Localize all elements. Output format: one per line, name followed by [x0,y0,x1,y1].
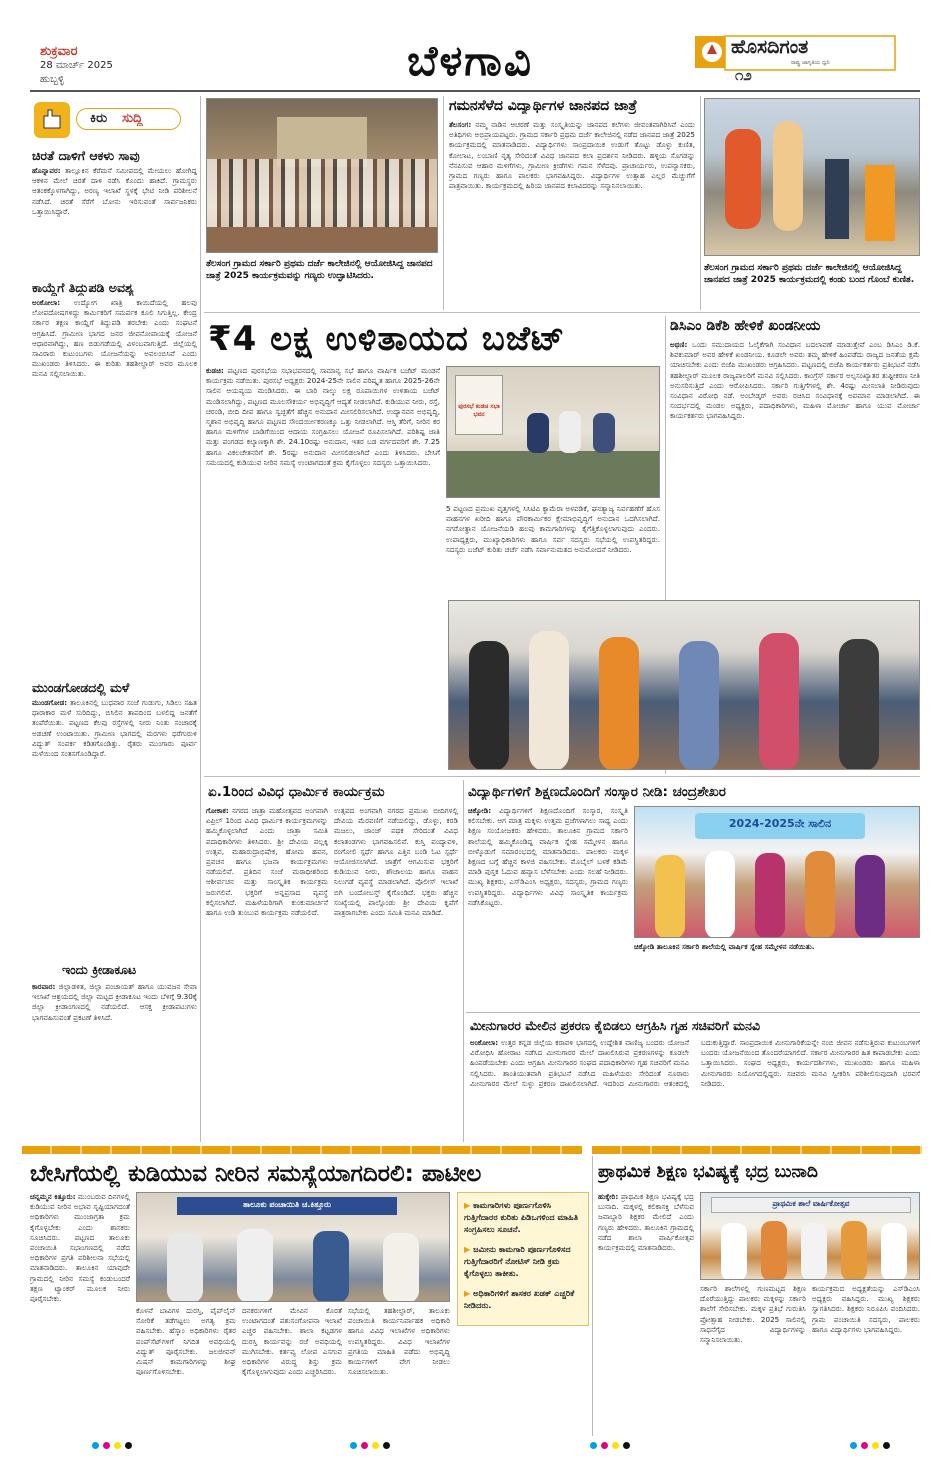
registration-dot [383,1442,390,1449]
protest-photo [448,600,920,770]
logo-tagline: ರಾಷ್ಟ್ರ ಜಾಗೃತಿಯ ಧ್ವನಿ [791,60,830,66]
section-band [592,1146,922,1154]
school-banner-text: 2024-2025ನೇ ಸಾಲಿನ [728,817,832,830]
brief-headline: ಕಾಯ್ದೆಗೆ ತಿದ್ದುಪಡಿ ಅವಶ್ಯ [32,280,134,295]
page-section-title: ಬೆಳಗಾವಿ [407,36,533,85]
story-body: ಹುಕ್ಕೇರಿ: ಪ್ರಾಥಮಿಕ ಶಿಕ್ಷಣ ಭವಿಷ್ಯಕ್ಕೆ ಭದ್ರ ಬುನಾದಿ. ಮಕ್ಕಳಲ್ಲಿ ಕಲಿಕಾಸಕ್ತಿ ಬೆಳೆಸುವ ಜವಾಬ್ದಾರಿ ಶಿಕ್ಷಕರ ಮೇಲಿದೆ ಎಂದು ಗಣ್ಯರು ಹೇಳಿದರು. ತಾಲೂಕಿನ ಗ್ರಾಮದಲ್ಲಿ ನಡೆದ ಶಾಲಾ ವಾರ್ಷಿಕೋತ್ಸವ ಕಾರ್ಯಕ್ರಮದಲ್ಲಿ ಮಾತನಾಡಿದರು. [598,1192,694,1253]
brief-headline: ಮುಂಡಗೋಡದಲ್ಲಿ ಮಳೆ [32,680,130,695]
story-body: ಗೋಕಾಕ: ನಗರದ ಜಾತ್ರಾ ಮಹೋತ್ಸವದ ಅಂಗವಾಗಿ ಏಪ್ರಿಲ್ 1ರಿಂದ ವಿವಿಧ ಧಾರ್ಮಿಕ ಕಾರ್ಯಕ್ರಮಗಳನ್ನು ಹಮ್ಮಿಕೊಳ್ಳಲಾಗಿದೆ ಎಂದು ಜಾತ್ರಾ ಸಮಿತಿ ಪದಾಧಿಕಾರಿಗಳು ತಿಳಿಸಿದರು. ಶ್ರೀ ದೇವಿಯ ಪಲ್ಲಕ್ಕಿ ಉತ್ಸವ, ಮಹಾರುದ್ರಾಭಿಷೇಕ, ಹೋಮ ಹವನ, ಪ್ರವಚನ ಹಾಗೂ ಭಜನಾ ಕಾರ್ಯಕ್ರಮಗಳು ನಡೆಯಲಿವೆ. ಪ್ರತಿದಿನ ಸಂಜೆ ಮಠಾಧೀಶರಿಂದ ಆಶೀರ್ವಚನ ಮತ್ತು ಸಾಂಸ್ಕೃತಿಕ ಕಾರ್ಯಕ್ರಮ ಜರುಗಲಿವೆ. ಭಕ್ತರಿಗೆ ಅನ್ನಪ್ರಸಾದ ವ್ಯವಸ್ಥೆ ಕಲ್ಪಿಸಲಾಗಿದೆ. ಮಹಿಳೆಯರಿಗಾಗಿ ಕುಂಕುಮಾರ್ಚನೆ ಹಾಗೂ ಉಡಿ ತುಂಬುವ ಕಾರ್ಯಕ್ರಮ ನಡೆಯಲಿದೆ. [206,806,328,918]
story-headline: ಡಿಸಿಎಂ ಡಿಕೆಶಿ ಹೇಳಿಕೆ ಖಂಡನೀಯ [670,318,821,334]
story-body: ತೆಲಸಂಗ: ನಮ್ಮ ನಾಡಿನ ಆಚರಣೆ ಮತ್ತು ಸಂಸ್ಕೃತಿಯನ್ನು ಜಾನಪದ ಕಲೆಗಳು ಜೀವಂತವಾಗಿರಿಸಿವೆ ಎಂದು ಅತಿಥಿಗಳು ಅಭಿಪ್ರಾಯಪಟ್ಟರು. ಗ್ರಾಮದ ಸರ್ಕಾರಿ ಪ್ರಥಮ ದರ್ಜೆ ಕಾಲೇಜಿನಲ್ಲಿ ನಡೆದ ಜಾನಪದ ಜಾತ್ರೆ 2025 ಕಾರ್ಯಕ್ರಮದಲ್ಲಿ ಮಾತನಾಡಿದರು. ವಿದ್ಯಾರ್ಥಿಗಳು ಸಾಂಪ್ರದಾಯಿಕ ಉಡುಗೆ ತೊಟ್ಟು ಡೊಳ್ಳು ಕುಣಿತ, ಕೋಲಾಟ, ಲಂಬಾಣಿ ನೃತ್ಯ ಸೇರಿದಂತೆ ವಿವಿಧ ಜಾನಪದ ಕಲಾ ಪ್ರದರ್ಶನ ನೀಡಿದರು. ಹಳ್ಳಿಯ ಸೊಗಡನ್ನು ನೆನಪಿಸುವ ಆಹಾರ ಮಳಿಗೆಗಳು, ಗ್ರಾಮೀಣ ಕ್ರೀಡೆಗಳು ಗಮನ ಸೆಳೆದವು. ಪ್ರಾಚಾರ್ಯರು, ಉಪನ್ಯಾಸಕರು, ಗ್ರಾಮದ ಗಣ್ಯರು ಹಾಗೂ ಪಾಲಕರು ಭಾಗವಹಿಸಿದ್ದರು. ವಿದ್ಯಾರ್ಥಿಗಳ ಉತ್ಸಾಹ ಎಲ್ಲರ ಮೆಚ್ಚುಗೆಗೆ ಪಾತ್ರವಾಯಿತು. ಕಾರ್ಯಕ್ರಮದಲ್ಲಿ ಹಿರಿಯ ಜಾನಪದ ಕಲಾವಿದರನ್ನು ಸನ್ಮಾನಿಸಲಾಯಿತು. [449,120,695,191]
kirusuddhi-label-a: ಕಿರು [90,111,108,126]
photo-caption: ಚಿಕ್ಕೋಡಿ ತಾಲೂಕಿನ ಸರ್ಕಾರಿ ಶಾಲೆಯಲ್ಲಿ ವಾರ್ಷಿಕ ಸ್ನೇಹ ಸಮ್ಮೇಳನ ನಡೆಯಿತು. [634,942,815,951]
header-day: ಶುಕ್ರವಾರ [40,44,78,59]
story-body: ಚಿಕ್ಕೋಡಿ: ವಿದ್ಯಾರ್ಥಿಗಳಿಗೆ ಶಿಕ್ಷಣದೊಂದಿಗೆ ಸಂಸ್ಕಾರ, ಸಂಸ್ಕೃತಿ ಕಲಿಸಬೇಕು. ಆಗ ಮಾತ್ರ ಮಕ್ಕಳು ಉತ್ತಮ ಪ್ರಜೆಗಳಾಗಲು ಸಾಧ್ಯ ಎಂದು ಶಿಕ್ಷಣ ಸಂಯೋಜಕರು ಹೇಳಿದರು. ತಾಲೂಕಿನ ಗ್ರಾಮದ ಸರ್ಕಾರಿ ಶಾಲೆಯಲ್ಲಿ ಹಮ್ಮಿಕೊಂಡಿದ್ದ ವಾರ್ಷಿಕ ಸ್ನೇಹ ಸಮ್ಮೇಳನ ಹಾಗೂ ಬೀಳ್ಕೊಡುಗೆ ಸಮಾರಂಭದಲ್ಲಿ ಮಾತನಾಡಿದರು. ಪಾಲಕರು ಮಕ್ಕಳ ಶಿಕ್ಷಣದ ಬಗ್ಗೆ ಹೆಚ್ಚಿನ ಕಾಳಜಿ ವಹಿಸಬೇಕು. ಮೊಬೈಲ್ ಬಳಕೆ ಕಡಿಮೆ ಮಾಡಿ ಪುಸ್ತಕ ಓದುವ ಹವ್ಯಾಸ ಬೆಳೆಸಬೇಕು ಎಂದು ಸಲಹೆ ನೀಡಿದರು. ಮುಖ್ಯ ಶಿಕ್ಷಕರು, ಎಸ್‌ಡಿಎಂಸಿ ಅಧ್ಯಕ್ಷರು, ಸದಸ್ಯರು, ಗ್ರಾಮದ ಗಣ್ಯರು ಉಪಸ್ಥಿತರಿದ್ದರು. ವಿದ್ಯಾರ್ಥಿಗಳು ವಿವಿಧ ಸಾಂಸ್ಕೃತಿಕ ಕಾರ್ಯಕ್ರಮ ನಡೆಸಿಕೊಟ್ಟರು. [468,806,628,907]
highlight-item: ▶ ಅಧಿಕಾರಿಗಳಿಗೆ ಶಾಸಕರ ಖಡಕ್ ಎಚ್ಚರಿಕೆ ನೀಡಿದರು. [464,1287,582,1311]
story-body: ಚನ್ನಮ್ಮನ ಕಿತ್ತೂರು: ಮುಂಬರುವ ದಿನಗಳಲ್ಲಿ ಕುಡಿಯುವ ನೀರಿನ ಅಭಾವ ಸೃಷ್ಟಿಯಾಗದಂತೆ ಅಧಿಕಾರಿಗಳು ಮುಂಜಾಗ್ರತಾ ಕ್ರಮ ಕೈಗೊಳ್ಳಬೇಕು ಎಂದು ಶಾಸಕರು ಸೂಚಿಸಿದರು. ಪಟ್ಟಣದ ತಾಲೂಕು ಪಂಚಾಯಿತಿ ಸಭಾಂಗಣದಲ್ಲಿ ನಡೆದ ಅಧಿಕಾರಿಗಳ ಪ್ರಗತಿ ಪರಿಶೀಲನಾ ಸಭೆಯಲ್ಲಿ ಮಾತನಾಡಿದರು. ತಾಲೂಕಿನ ಯಾವುದೇ ಗ್ರಾಮದಲ್ಲಿ ನೀರಿನ ಸಮಸ್ಯೆ ಕಂಡುಬಂದರೆ ತಕ್ಷಣ ಟ್ಯಾಂಕರ್ ಮೂಲಕ ನೀರು ಪೂರೈಸಬೇಕು. [30,1192,130,1304]
registration-dot [601,1442,608,1449]
story-headline: ಏ.1ರಿಂದ ವಿವಿಧ ಧಾರ್ಮಿಕ ಕಾರ್ಯಕ್ರಮ [208,784,385,800]
registration-dot [103,1442,110,1449]
story-body-cont: ದನಕರುಗಳಿಗೆ ಮೇವಿನ ಕೊರತೆ ಉಂಟಾಗದಂತೆ ಪಶುಸಂಗೋಪನಾ ಇಲಾಖೆ ಎಚ್ಚರ ವಹಿಸಬೇಕು. ಶಾಲಾ ಕಟ್ಟಡಗಳ ದುರಸ್ತಿ ಕಾರ್ಯವನ್ನು ರಜೆ ಅವಧಿಯಲ್ಲಿ ಮುಗಿಸಬೇಕು. ಕರ್ತವ್ಯ ಲೋಪ ಎಸಗುವ ಅಧಿಕಾರಿಗಳ ವಿರುದ್ಧ ಶಿಸ್ತು ಕ್ರಮ ಕೈಗೊಳ್ಳಲಾಗುವುದು ಎಂದು ಎಚ್ಚರಿಸಿದರು. [242,1306,342,1377]
header-city: ಹುಬ್ಬಳ್ಳಿ [40,74,65,85]
story-headline: ಮೀನುಗಾರರ ಮೇಲಿನ ಪ್ರಕರಣ ಕೈಬಿಡಲು ಆಗ್ರಹಿಸಿ ಗೃಹ ಸಚಿವರಿಗೆ ಮನವಿ [470,1018,761,1033]
registration-dot [361,1442,368,1449]
story-body-cont: ಕಾರ್ಯಕ್ರಮದ ಅಧ್ಯಕ್ಷತೆಯನ್ನು ಎಸ್‌ಡಿಎಂಸಿ ಅಧ್ಯಕ್ಷರು ವಹಿಸಿದ್ದರು. ಮುಖ್ಯ ಶಿಕ್ಷಕರು ಸ್ವಾಗತಿಸಿದರು. ಶಿಕ್ಷಕರು ನಿರೂಪಿಸಿ ವಂದಿಸಿದರು. ಗ್ರಾಮ ಪಂಚಾಯಿತಿ ಸದಸ್ಯರು, ಪಾಲಕರು ಹಾಗೂ ವಿದ್ಯಾರ್ಥಿಗಳು ಭಾಗವಹಿಸಿದ್ದರು. [812,1284,920,1334]
event-photo-stage [206,98,438,253]
registration-dot [612,1442,619,1449]
registration-marks [590,1442,630,1449]
highlights-box [457,1192,589,1326]
kirusuddhi-banner [32,98,187,142]
registration-dot [590,1442,597,1449]
header-date: 28 ಮಾರ್ಚ್ 2025 [40,60,113,71]
council-sign-text: ಪುರಸಭೆ ಕುಡಚಿ ಸಭಾ ಭವನ [458,403,500,418]
story-body-cont: 5 ಪಟ್ಟಣದ ಪ್ರಮುಖ ವೃತ್ತಗಳಲ್ಲಿ ಸಿಸಿಟಿವಿ ಕ್ಯಾಮೆರಾ ಅಳವಡಿಕೆ, ಘನತ್ಯಾಜ್ಯ ನಿರ್ವಹಣೆಗೆ ಹೊಸ ವಾಹನಗಳ ಖರೀದಿ ಹಾಗೂ ಪೌರಕಾರ್ಮಿಕರ ಕ್ಷೇಮಾಭಿವೃದ್ಧಿಗೆ ಅನುದಾನ ಒದಗಿಸಲಾಗಿದೆ. ನಗರೋತ್ಥಾನ ಯೋಜನೆಯಡಿ ಹಲವು ಕಾಮಗಾರಿಗಳನ್ನು ಕೈಗೆತ್ತಿಕೊಳ್ಳಲಾಗುವುದು ಎಂದರು. ಉಪಾಧ್ಯಕ್ಷರು, ಮುಖ್ಯಾಧಿಕಾರಿಗಳು ಹಾಗೂ ಸರ್ವ ಸದಸ್ಯರು ಸಭೆಯಲ್ಲಿ ಉಪಸ್ಥಿತರಿದ್ದರು. ಸದಸ್ಯರು ಬಜೆಟ್ ಕುರಿತು ಚರ್ಚೆ ನಡೆಸಿ ಸರ್ವಾನುಮತದ ಅನುಮೋದನೆ ನೀಡಿದರು. [446,504,660,554]
story-body-cont: ಕೊಳವೆ ಬಾವಿಗಳ ದುರಸ್ತಿ, ಪೈಪ್‌ಲೈನ್ ಸೋರಿಕೆ ತಡೆಗಟ್ಟಲು ಅಗತ್ಯ ಕ್ರಮ ವಹಿಸಬೇಕು. ಹೆಸ್ಕಾಂ ಅಧಿಕಾರಿಗಳು ರೈತರ ಪಂಪ್‌ಸೆಟ್‌ಗಳಿಗೆ ನಿಗದಿತ ಅವಧಿಯಲ್ಲಿ ವಿದ್ಯುತ್ ಪೂರೈಸಬೇಕು. ಜಲಜೀವನ್ ಮಿಷನ್ ಕಾಮಗಾರಿಗಳನ್ನು ಶೀಘ್ರ ಪೂರ್ಣಗೊಳಿಸಬೇಕು. [136,1306,236,1377]
kirusuddhi-label-b: ಸುದ್ದಿ [122,111,143,126]
story-body-cont: ಉತ್ಸವದ ಅಂಗವಾಗಿ ನಗರದ ಪ್ರಮುಖ ಬೀದಿಗಳಲ್ಲಿ ದೇವಿಯ ಮೆರವಣಿಗೆ ನಡೆಯಲಿದ್ದು, ಡೊಳ್ಳು, ಕರಡಿ ಮಜಲು, ಜಾಂಜ್ ಪಥಕ ಸೇರಿದಂತೆ ವಿವಿಧ ಕಲಾತಂಡಗಳು ಭಾಗವಹಿಸಲಿವೆ. ಕುಸ್ತಿ ಪಂದ್ಯಾವಳಿ, ರಂಗೋಲಿ ಸ್ಪರ್ಧೆ ಹಾಗೂ ಎತ್ತಿನ ಬಂಡಿ ಓಟ ಸ್ಪರ್ಧೆ ಆಯೋಜಿಸಲಾಗಿದೆ. ಜಾತ್ರೆಗೆ ಆಗಮಿಸುವ ಭಕ್ತರಿಗೆ ಕುಡಿಯುವ ನೀರು, ಶೌಚಾಲಯ ಹಾಗೂ ವಾಹನ ನಿಲುಗಡೆ ವ್ಯವಸ್ಥೆ ಮಾಡಲಾಗಿದೆ. ಪೊಲೀಸ್ ಇಲಾಖೆ ಬಿಗಿ ಬಂದೋಬಸ್ತ್ ಕೈಗೊಂಡಿದೆ. ಭಕ್ತರು ಹೆಚ್ಚಿನ ಸಂಖ್ಯೆಯಲ್ಲಿ ಪಾಲ್ಗೊಂಡು ಶ್ರೀ ದೇವಿಯ ಕೃಪೆಗೆ ಪಾತ್ರರಾಗಬೇಕು ಎಂದು ಸಮಿತಿ ಮನವಿ ಮಾಡಿದೆ. [334,806,458,918]
council-meeting-photo [446,366,660,498]
school-annual-photo [700,1192,920,1280]
logo-text: ಹೊಸದಿಗಂತ [731,36,809,58]
section-band [22,1146,582,1154]
registration-dot [372,1442,379,1449]
story-body-cont: ಸರ್ಕಾರಿ ಶಾಲೆಗಳಲ್ಲಿ ಗುಣಮಟ್ಟದ ಶಿಕ್ಷಣ ದೊರೆಯುತ್ತಿದ್ದು ಪಾಲಕರು ಮಕ್ಕಳನ್ನು ಸರ್ಕಾರಿ ಶಾಲೆಗೆ ಸೇರಿಸಬೇಕು. ಮಕ್ಕಳ ಪ್ರತಿಭೆ ಗುರುತಿಸಿ ಪ್ರೋತ್ಸಾಹ ನೀಡಬೇಕು. 2025 ಸಾಲಿನಲ್ಲಿ ಸಾಧನೆಗೈದ ವಿದ್ಯಾರ್ಥಿಗಳನ್ನು ಸನ್ಮಾನಿಸಲಾಯಿತು. [700,1284,806,1345]
highlight-item: ▶ ಜಮೀನು ಕಾಮಗಾರಿ ಪೂರ್ಣಗೊಳಿಸದ ಗುತ್ತಿಗೆದಾರರಿಗೆ ನೋಟಿಸ್ ನೀಡಿ ಕ್ರಮ ಕೈಗೊಳ್ಳಲು ತಾಕೀತು. [464,1243,582,1279]
story-body-cont: ಸಭೆಯಲ್ಲಿ ತಹಶೀಲ್ದಾರ್, ತಾಲೂಕು ಪಂಚಾಯಿತಿ ಕಾರ್ಯನಿರ್ವಾಹಕ ಅಧಿಕಾರಿ ಹಾಗೂ ವಿವಿಧ ಇಲಾಖೆಗಳ ಅಧಿಕಾರಿಗಳು ಉಪಸ್ಥಿತರಿದ್ದರು. ವಿವಿಧ ಇಲಾಖೆಗಳ ಪ್ರಗತಿಯ ಮಾಹಿತಿ ಪಡೆದು ಅಭಿವೃದ್ಧಿ ಕಾರ್ಯಗಳಿಗೆ ವೇಗ ನೀಡಲು ಸೂಚಿಸಲಾಯಿತು. [348,1306,450,1377]
registration-dot [861,1442,868,1449]
page-number: ೧೨ [735,66,752,84]
story-headline: ವಿದ್ಯಾರ್ಥಿಗಳಿಗೆ ಶಿಕ್ಷಣದೊಂದಿಗೆ ಸಂಸ್ಕಾರ ನೀಡಿ: ಚಂದ್ರಶೇಖರ [468,784,726,800]
registration-dot [872,1442,879,1449]
story-headline: ₹4 ಲಕ್ಷ ಉಳಿತಾಯದ ಬಜೆಟ್ [208,319,566,359]
story-headline: ಗಮನಸೆಳೆದ ವಿದ್ಯಾರ್ಥಿಗಳ ಜಾನಪದ ಜಾತ್ರೆ [449,98,637,114]
masthead-logo [695,32,915,82]
brief-headline: ಚಿರತೆ ದಾಳಿಗೆ ಆಕಳು ಸಾವು [32,148,140,163]
brief-body: ಕಾರವಾರ: ಜಿಲ್ಲಾಡಳಿತ, ಜಿಲ್ಲಾ ಪಂಚಾಯತ್ ಹಾಗೂ ಯುವಜನ ಸೇವಾ ಇಲಾಖೆ ಆಶ್ರಯದಲ್ಲಿ ಜಿಲ್ಲಾ ಮಟ್ಟದ ಕ್ರೀಡಾಕೂಟ ಇಂದು ಬೆಳಿಗ್ಗೆ 9.30ಕ್ಕೆ ಜಿಲ್ಲಾ ಕ್ರೀಡಾಂಗಣದಲ್ಲಿ ನಡೆಯಲಿದೆ. ಆಸಕ್ತ ಕ್ರೀಡಾಪಟುಗಳು ಭಾಗವಹಿಸುವಂತೆ ಪ್ರಕಟಣೆ ತಿಳಿಸಿದೆ. [32,982,197,1022]
brief-body: ಅಂಕೋಲಾ: ಉದ್ಯೋಗ ಖಾತ್ರಿ ಕಾಯಿದೆಯಲ್ಲಿ ಹಲವು ಲೋಪದೋಷಗಳಿದ್ದು ಕಾರ್ಮಿಕರಿಗೆ ಸಮರ್ಪಕ ಕೂಲಿ ಸಿಗುತ್ತಿಲ್ಲ. ಕೇಂದ್ರ ಸರ್ಕಾರ ತಕ್ಷಣ ಕಾಯ್ದೆಗೆ ತಿದ್ದುಪಡಿ ತರಬೇಕು ಎಂದು ಸಂಘಟನೆ ಆಗ್ರಹಿಸಿದೆ. ಗ್ರಾಮೀಣ ಭಾಗದ ಜನರ ಜೀವನೋಪಾಯಕ್ಕೆ ಯೋಜನೆ ಆಧಾರವಾಗಿದ್ದು, ಹಣ ಬಿಡುಗಡೆಯಲ್ಲಿ ವಿಳಂಬವಾಗುತ್ತಿದೆ. ಜಿಲ್ಲೆಯಲ್ಲಿ ಸಾವಿರಾರು ಕುಟುಂಬಗಳು ಯೋಜನೆಯನ್ನು ಅವಲಂಬಿಸಿವೆ ಎಂದು ಮುಖಂಡರು ತಿಳಿಸಿದರು. ಈ ಕುರಿತು ತಹಶೀಲ್ದಾರ್ ಅವರ ಮೂಲಕ ಮನವಿ ಸಲ್ಲಿಸಲಾಯಿತು. [32,298,197,379]
brief-body: ಹೊನ್ನಾವರ: ತಾಲ್ಲೂಕಿನ ಕೆರೆಮನೆ ಸಮೀಪದಲ್ಲಿ ಮೇಯಲು ಹೋಗಿದ್ದ ಆಕಳಿನ ಮೇಲೆ ಚಿರತೆ ದಾಳಿ ನಡೆಸಿ ಕೊಂದು ಹಾಕಿದೆ. ಗ್ರಾಮಸ್ಥರು ಆತಂಕಕ್ಕೊಳಗಾಗಿದ್ದು, ಅರಣ್ಯ ಇಲಾಖೆ ಸ್ಥಳಕ್ಕೆ ಭೇಟಿ ನೀಡಿ ಪರಿಶೀಲನೆ ನಡೆಸಿದೆ. ಚಿರತೆ ಸೆರೆಗೆ ಬೋನು ಇರಿಸುವಂತೆ ಸಾರ್ವಜನಿಕರು ಒತ್ತಾಯಿಸಿದ್ದಾರೆ. [32,166,197,216]
header-rule [30,90,920,92]
story-headline: ಪ್ರಾಥಮಿಕ ಶಿಕ್ಷಣ ಭವಿಷ್ಯಕ್ಕೆ ಭದ್ರ ಬುನಾದಿ [598,1162,818,1182]
registration-dot [114,1442,121,1449]
registration-marks [92,1442,132,1449]
highlight-item: ▶ ಕಾಮಗಾರಿಗಳು ಪೂರ್ಣಗೊಳಿಸಿ ಗುತ್ತಿಗೆದಾರರ ಕುರಿತು ಪಿಡಿಒಗಳಿಂದ ಮಾಹಿತಿ ಸಂಗ್ರಹಿಸಲು ಸೂಚನೆ. [464,1199,582,1235]
school-annual-banner: ಪ್ರಾಥಮಿಕ ಶಾಲೆ ವಾರ್ಷಿಕೋತ್ಸವ [772,1199,850,1208]
story-body: ಅಥಣಿ: ಒಂದು ಸಮುದಾಯದ ಓಲೈಕೆಗಾಗಿ ಸಂವಿಧಾನ ಬದಲಾವಣೆ ಮಾಡುತ್ತೇವೆ ಎಂಬ ಡಿಸಿಎಂ ಡಿ.ಕೆ. ಶಿವಕುಮಾರ್ ಅವರ ಹೇಳಿಕೆ ಖಂಡನೀಯ. ಕೂಡಲೇ ಅವರು ತಮ್ಮ ಹೇಳಿಕೆ ಹಿಂಪಡೆದು ರಾಜ್ಯದ ಜನತೆಯ ಕ್ಷಮೆ ಯಾಚಿಸಬೇಕು ಎಂದು ಬಿಜೆಪಿ ಮುಖಂಡರು ಆಗ್ರಹಿಸಿದರು. ಪಟ್ಟಣದಲ್ಲಿ ಬಿಜೆಪಿ ಕಾರ್ಯಕರ್ತರು ಪ್ರತಿಭಟನೆ ನಡೆಸಿ ತಹಶೀಲ್ದಾರ್ ಮೂಲಕ ರಾಜ್ಯಪಾಲರಿಗೆ ಮನವಿ ಸಲ್ಲಿಸಿದರು. ಕಾಂಗ್ರೆಸ್ ಸರ್ಕಾರ ಅಲ್ಪಸಂಖ್ಯಾತರ ತುಷ್ಟೀಕರಣ ನೀತಿ ಅನುಸರಿಸುತ್ತಿದೆ ಎಂದು ಆರೋಪಿಸಿದರು. ಸರ್ಕಾರಿ ಗುತ್ತಿಗೆಗಳಲ್ಲಿ ಶೇ. 4ರಷ್ಟು ಮೀಸಲಾತಿ ನೀಡಿರುವುದು ಸಂವಿಧಾನ ವಿರೋಧಿ ನಡೆ. ಅಂಬೇಡ್ಕರ್ ಅವರು ರಚಿಸಿದ ಸಂವಿಧಾನಕ್ಕೆ ಅಪಮಾನ ಮಾಡಲಾಗಿದೆ. ಈ ಸಂದರ್ಭದಲ್ಲಿ ಮಂಡಲ ಅಧ್ಯಕ್ಷರು, ಪದಾಧಿಕಾರಿಗಳು, ಮಹಿಳಾ ಮೋರ್ಚಾ ಹಾಗೂ ಯುವ ಮೋರ್ಚಾ ಕಾರ್ಯಕರ್ತರು ಭಾಗವಹಿಸಿದ್ದರು. [670,340,920,421]
registration-dot [125,1442,132,1449]
photo-caption: ತೆಲಸಂಗ ಗ್ರಾಮದ ಸರ್ಕಾರಿ ಪ್ರಥಮ ದರ್ಜೆ ಕಾಲೇಜಿನಲ್ಲಿ ಆಯೋಜಿಸಿದ್ದ ಜಾನಪದ ಜಾತ್ರೆ 2025 ಕಾರ್ಯಕ್ರಮವನ್ನು ಗಣ್ಯರು ಉದ್ಘಾಟಿಸಿದರು. [206,259,433,281]
registration-dot [92,1442,99,1449]
photo-caption: ತೆಲಸಂಗ ಗ್ರಾಮದ ಸರ್ಕಾರಿ ಪ್ರಥಮ ದರ್ಜೆ ಕಾಲೇಜಿನಲ್ಲಿ ಆಯೋಜಿಸಿದ್ದ ಜಾನಪದ ಜಾತ್ರೆ 2025 ಕಾರ್ಯಕ್ರಮದಲ್ಲಿ ಕಂಡು ಬಂದ ಗೊಂಬೆ ಕುಣಿತ. [704,263,915,285]
story-headline: ಬೇಸಿಗೆಯಲ್ಲಿ ಕುಡಿಯುವ ನೀರಿನ ಸಮಸ್ಯೆಯಾಗದಿರಲಿ: ಪಾಟೀಲ [30,1161,482,1187]
registration-marks [350,1442,390,1449]
meeting-officials-photo [136,1192,450,1302]
event-photo-parade [704,98,920,256]
registration-dot [623,1442,630,1449]
registration-dot [350,1442,357,1449]
brief-body: ಮುಂಡಗೋಡ: ತಾಲೂಕಿನಲ್ಲಿ ಬುಧವಾರ ಸಂಜೆ ಗುಡುಗು, ಸಿಡಿಲು ಸಹಿತ ಧಾರಾಕಾರ ಮಳೆ ಸುರಿದಿದ್ದು, ಬಿಸಿಲಿನ ತಾಪದಿಂದ ಬಳಲಿದ್ದ ಜನತೆಗೆ ತಂಪೆರೆಯಿತು. ಪಟ್ಟಣದ ಕೆಲವು ರಸ್ತೆಗಳಲ್ಲಿ ನೀರು ನಿಂತು ಸಂಚಾರಕ್ಕೆ ಅಡಚಣೆ ಉಂಟಾಯಿತು. ಗ್ರಾಮೀಣ ಭಾಗದಲ್ಲಿ ಮರಗಳು ಧರೆಗುರುಳಿ ವಿದ್ಯುತ್ ಸಂಪರ್ಕ ಕಡಿತಗೊಂಡಿತ್ತು. ರೈತರು ಮುಂಗಾರು ಪೂರ್ವ ಮಳೆಯಿಂದ ಸಂತಸಗೊಂಡಿದ್ದಾರೆ. [32,698,197,759]
school-event-photo [634,806,920,938]
hand-pointer-icon [32,100,72,140]
brief-headline: ಇಂದು ಕ್ರೀಡಾಕೂಟ [62,962,137,977]
story-body: ಕುಡಚಿ: ಪಟ್ಟಣದ ಪುರಸಭೆಯ ಸಭಾಭವನದಲ್ಲಿ ಸಾಮಾನ್ಯ ಸಭೆ ಹಾಗೂ ವಾರ್ಷಿಕ ಬಜೆಟ್ ಮಂಡನೆ ಕಾರ್ಯಕ್ರಮ ನಡೆಯಿತು. ಪುರಸಭೆ ಅಧ್ಯಕ್ಷರು 2024-25ನೇ ಸಾಲಿನ ಪರಿಷ್ಕೃತ ಹಾಗೂ 2025-26ನೇ ಸಾಲಿನ ಆಯವ್ಯಯ ಮಂಡಿಸಿದರು. ಈ ಬಾರಿ ನಾಲ್ಕು ಲಕ್ಷ ರೂಪಾಯಿಗಳ ಉಳಿತಾಯ ಬಜೆಟ್ ಮಂಡಿಸಲಾಗಿದ್ದು, ಪಟ್ಟಣದ ಮೂಲಸೌಕರ್ಯ ಅಭಿವೃದ್ಧಿಗೆ ಆದ್ಯತೆ ನೀಡಲಾಗಿದೆ. ಕುಡಿಯುವ ನೀರು, ರಸ್ತೆ, ಚರಂಡಿ, ಬೀದಿ ದೀಪ ಹಾಗೂ ಸ್ವಚ್ಛತೆಗೆ ಹೆಚ್ಚಿನ ಅನುದಾನ ಮೀಸಲಿರಿಸಲಾಗಿದೆ. ಉದ್ಯಾನವನ ಅಭಿವೃದ್ಧಿ, ಸ್ಮಶಾನ ಅಭಿವೃದ್ಧಿ ಹಾಗೂ ಪಟ್ಟಣದ ಸೌಂದರ್ಯೀಕರಣಕ್ಕೂ ಒತ್ತು ನೀಡಲಾಗಿದೆ. ಆಸ್ತಿ ತೆರಿಗೆ, ನೀರಿನ ಕರ ಹಾಗೂ ಮಳಿಗೆಗಳ ಬಾಡಿಗೆಯಿಂದ ಆದಾಯ ಸಂಗ್ರಹಿಸಲು ಯೋಜನೆ ರೂಪಿಸಲಾಗಿದೆ. ಪರಿಶಿಷ್ಟ ಜಾತಿ ಮತ್ತು ಪಂಗಡದ ಕಲ್ಯಾಣಕ್ಕಾಗಿ ಶೇ. 24.10ರಷ್ಟು ಅನುದಾನ, ಇತರ ಬಡ ವರ್ಗದವರಿಗೆ ಶೇ. 7.25 ಹಾಗೂ ವಿಕಲಚೇತನರಿಗೆ ಶೇ. 5ರಷ್ಟು ಅನುದಾನ ಮೀಸಲಿಡಲಾಗಿದೆ ಎಂದು ತಿಳಿಸಿದರು. ಬೇಸಿಗೆ ಸಮಯದಲ್ಲಿ ಕುಡಿಯುವ ನೀರಿನ ಸಮಸ್ಯೆ ಉಂಟಾಗದಂತೆ ಕ್ರಮ ಕೈಗೊಳ್ಳಲು ಸದಸ್ಯರು ಒತ್ತಾಯಿಸಿದರು. [206,366,440,467]
story-body: ಅಂಕೋಲಾ: ಉತ್ತರ ಕನ್ನಡ ಜಿಲ್ಲೆಯ ಕರಾವಳಿ ಭಾಗದಲ್ಲಿ ಉದ್ದೇಶಿತ ವಾಣಿಜ್ಯ ಬಂದರು ಯೋಜನೆ ವಿರೋಧಿಸಿ ಹೋರಾಟ ನಡೆಸಿದ ಮೀನುಗಾರರ ಮೇಲೆ ದಾಖಲಿಸಿರುವ ಪ್ರಕರಣಗಳನ್ನು ಕೂಡಲೇ ಹಿಂಪಡೆಯಬೇಕು ಎಂದು ಆಗ್ರಹಿಸಿ ಮೀನುಗಾರರ ಸಂಘದ ಪದಾಧಿಕಾರಿಗಳು ಗೃಹ ಸಚಿವರಿಗೆ ಮನವಿ ಸಲ್ಲಿಸಿದರು. ಶಾಂತಿಯುತವಾಗಿ ಪ್ರತಿಭಟನೆ ನಡೆಸಿದ ಮಹಿಳೆಯರು ಸೇರಿದಂತೆ ನೂರಾರು ಮೀನುಗಾರರ ಮೇಲೆ ಸುಳ್ಳು ಪ್ರಕರಣ ದಾಖಲಿಸಲಾಗಿದೆ. ಇದರಿಂದ ಮೀನುಗಾರರು ಆತಂಕದಲ್ಲಿ ಬದುಕುತ್ತಿದ್ದಾರೆ. ಸಾಂಪ್ರದಾಯಿಕ ಮೀನುಗಾರಿಕೆಯನ್ನೇ ನಂಬಿ ಜೀವನ ನಡೆಸುತ್ತಿರುವ ಕುಟುಂಬಗಳಿಗೆ ಬಂದರು ಯೋಜನೆಯಿಂದ ತೊಂದರೆಯಾಗಲಿದೆ. ಸರ್ಕಾರ ಮೀನುಗಾರರ ಹಿತ ಕಾಪಾಡಬೇಕು ಎಂದು ಒತ್ತಾಯಿಸಿದರು. ಸಂಘದ ಅಧ್ಯಕ್ಷರು, ಕಾರ್ಯದರ್ಶಿಗಳು, ಮುಖಂಡರು ಹಾಗೂ ಮಹಿಳಾ ಮೀನುಗಾರರು ನಿಯೋಗದಲ್ಲಿದ್ದರು. ಸಚಿವರು ಮನವಿ ಸ್ವೀಕರಿಸಿ ಪರಿಶೀಲಿಸುವುದಾಗಿ ಭರವಸೆ ನೀಡಿದರು. [470,1038,920,1088]
registration-dot [883,1442,890,1449]
meeting-banner-text: ತಾಲೂಕು ಪಂಚಾಯಿತಿ ಚ.ಕಿತ್ತೂರು [243,1200,331,1209]
registration-marks [850,1442,890,1449]
registration-dot [850,1442,857,1449]
